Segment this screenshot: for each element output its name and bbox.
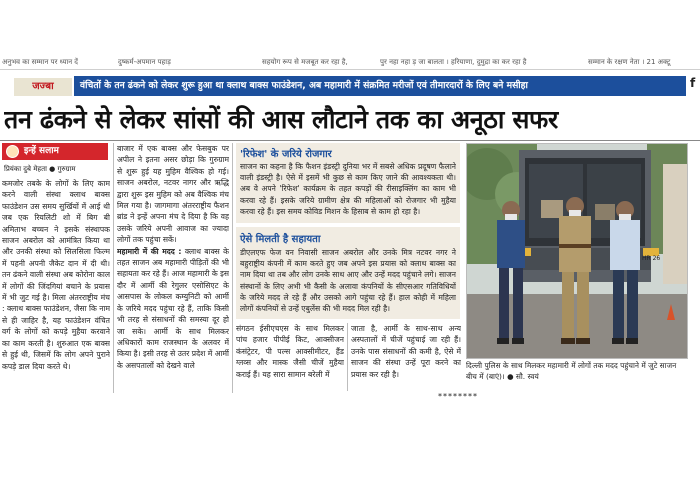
salute-label: इन्हें सलाम xyxy=(2,143,108,160)
column-divider xyxy=(113,143,114,393)
article-column-2 xyxy=(117,143,229,393)
strip-item-2: दुष्कर्म-अपमान पहाड़ xyxy=(118,58,171,66)
box-2-text: डीएलएफ फेज वन निवासी साजन अबरोल और उनके मित्र नटवर नगर ने बहुराष्ट्रीय कंपनी में काम करते हुए जब अपने इस प्रयास को क्लाथ बाक्स का नाम दिया था तब और लोग उनके साथ आए और उन्हें मदद पहुंचाने लगे। साजन संस्थानों के लिए अभी भी कैसी के अलावा कंपनियों के सीएसआर गतिविधियों के जरिये मदद ले रहे हैं और उसको आगे पहुंचा रहे हैं। हाल कोही में महिला लोगों कंपनियों से उन्हें एबुलेंस की भी मदद मिल रही है। xyxy=(240,248,456,314)
article-column-1 xyxy=(2,178,110,390)
bottom-column-1-text: संगठन ईसीएचएस के साथ मिलकर पांच हजार पीपीई किट, आक्सीजन कंसंट्रेटर, पी पल्स आक्सीमीटर, हैंड ग्लव्स और मास्क जैसी चीजें मुहैया कराई हैं। यह सारा सामान बरेली में xyxy=(236,324,344,379)
column-divider xyxy=(347,323,348,391)
column-2-subhead: महामारी में की मदद : xyxy=(117,246,182,256)
column-2-text-a: बाजार में एक बाक्स और फेसबुक पर अपील ने इतना असर छोड़ा कि गुरुग्राम से शुरू हुई यह मुहिम वैश्विक हो गई। साजन अबरोल, नटवर नागर और ऋद्धि द्वारा शुरू इस मुहिम को अब वैश्विक मंच मिल गया है। जागमागा अंतरराष्ट्रीय फैशन ब्रांड ने इन्हें अपना मंच दे दिया है कि वह उसके जरिये अपनी आवाज का ज्यादा लोगों तक पहुंचा सकें। xyxy=(117,144,229,245)
box-2-title: ऐसे मिलती है सहायता xyxy=(240,234,321,245)
box-1-text: साजन का कहना है कि फैशन इंडस्ट्री दुनिया भर में सबसे अधिक प्रदूषण फैलाने वाली इंडस्ट्री है। ऐसे में इसमें भी कुछ से काम किए जाने की आवश्यकता थी। अब वे अपने 'रिफेश' कार्यक्रम के तहत कपड़ों की रीसाइक्लिंग का काम भी करवा रहे हैं। इसके जरिये ग्रामीण क्षेत्र की महिलाओं को रोजगार भी मुहैया करवा रहे हैं। इस समय कोविड मिशन के हिसाब से काम हो रहा है। xyxy=(240,162,456,216)
van-plate-label: HR 26 xyxy=(642,255,661,262)
deck-banner: वंचितों के तन ढंकने को लेकर शुरू हुआ था क्लाथ बाक्स फाउंडेशन, अब महामारी में संक्रमित मरीजों एवं तीमारदारों के लिए बने मसीहा xyxy=(74,76,686,96)
column-2-text-b: क्लाथ बाक्स के तहत साजन अब महामारी पीड़ितों की भी सहायता कर रहे हैं। आज महामारी के इस दौर में आर्मी की रेगुलर एसोसिएट के आसपास के लोकल कम्युनिटी को आर्मी के जरिये मदद पहुंचा रहे हैं, ताकि किसी भी तरह से संसाधनों की समस्या दूर हो जा सके। आर्मी के साथ मिलकर अधिकारों काम राजस्थान के अलवर में किया है। इसी तरह से उतर प्रदेश में आर्मी के असपतालों को देखने वाले xyxy=(117,246,229,370)
end-stars: ******** xyxy=(438,392,478,401)
bottom-column-2 xyxy=(351,323,461,391)
column-1-text: कमजोर तबके के लोगों के लिए काम करने वाली संस्था क्लाथ बाक्स फाउंडेशन उस समय सुर्खियों में आई थी जब एक रियलिटी शो में बिग बी अमिताभ बच्चन ने इसके संस्थापक साजन अबरोल को आमंत्रित किया था और उनकी संस्था को सिलसिला फिल्म में पहनी अपनी जैकेट दान में दी थी। तन ढंकने वाली संस्था अब कोरोना काल में लोगों की जिंदगियां बचाने के प्रयास में भी जुट गई है। मिला अंतरराष्ट्रीय मंच : क्लाथ बाक्स फाउंडेशन, जैसा कि नाम से ही जाहिर है, यह फाउंडेशन वंचित वर्ग के लोगों को कपड़े मुहैया करवाने का काम करती है। शुरुआत एक बाक्स से हुई थी, जिसमें कि लोग अपने पुराने कपड़े डाल दिया करते थे। xyxy=(2,179,110,371)
news-photo xyxy=(466,143,688,359)
byline: प्रियंका दुबे मेहता ● गुरुग्राम xyxy=(4,165,76,173)
column-divider xyxy=(232,143,233,393)
bottom-column-2-text: जाता है, आर्मी के साथ-साथ अन्य अस्पतालों में चीजें पहुंचाई जा रही हैं। उनके पास संसाधनों की कमी है, ऐसे में साजन की संस्था उन्हें पूरा करने का प्रयास कर रही है। xyxy=(351,324,461,379)
main-headline: तन ढंकने से लेकर सांसों की आस लौटाने तक का अनूठा सफर xyxy=(4,105,558,134)
strip-item-1: अनुभव का सम्मान पर ध्यान दें xyxy=(2,58,79,66)
photo-caption: दिल्ली पुलिस के साथ मिलकर महामारी में लोगों तक मदद पहुंचाने में जुटे साजन बीच में (बाएं)। ● सौ. स्वयं xyxy=(466,361,677,381)
edge-text-fragment: f xyxy=(690,76,696,90)
kicker-label: जज्बा xyxy=(14,78,72,96)
strip-item-4: पुर नहा नहा ड़ जा बालता । हरियाणा, दुमुद्रा का कर रहा है xyxy=(380,58,527,66)
bottom-column-1 xyxy=(236,323,344,391)
strip-item-3: सहयोग रूप से मजबूत कर रहा है, xyxy=(262,58,348,66)
salute-hand-icon xyxy=(6,145,19,158)
headline-rule xyxy=(0,140,700,141)
strip-item-5: सम्मान के रक्षण नेता । 21 अक्टू xyxy=(588,58,671,66)
top-running-strip xyxy=(0,56,700,70)
box-1-title: 'रिफेश' के जरिये रोजगार xyxy=(240,149,332,160)
